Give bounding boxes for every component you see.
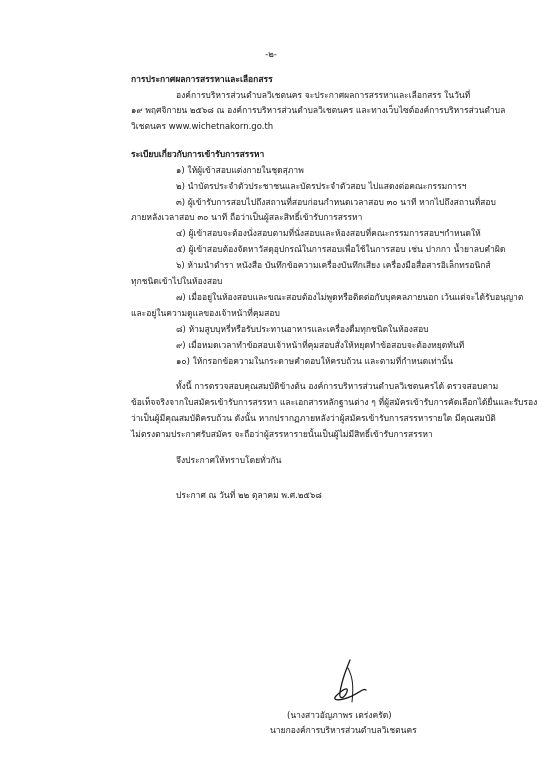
page-number: -๒- bbox=[265, 50, 277, 60]
paragraph-line: ข้อเท็จจริงจากใบสมัครเข้ารับการสรรหา และเอกสารหลักฐานต่าง ๆ ที่ผู้สมัครเข้ารับการคัดเลือกได้ยื่นและรับรอง bbox=[131, 398, 538, 408]
signature-image bbox=[322, 658, 372, 708]
section1-line: วิเชตนคร www.wichetnakorn.go.th bbox=[131, 122, 274, 132]
section1-line: ๑๙ พฤศจิกายน ๒๕๖๘ ณ องค์การบริหารส่วนตำบลวิเชตนคร และทางเว็บไซต์องค์การบริหารส่วนตำบล bbox=[131, 106, 506, 116]
rule-item: ๗) เมื่ออยู่ในห้องสอบและขณะสอบต้องไม่พูดหรือติดต่อกับบุคคลภายนอก เว้นแต่จะได้รับอนุญาต bbox=[176, 293, 524, 303]
announcement: จึงประกาศให้ทราบโดยทั่วกัน bbox=[176, 456, 282, 466]
rule-item-continued: ทุกชนิดเข้าไปในห้องสอบ bbox=[131, 277, 223, 287]
paragraph-line: ไม่ตรงตามประกาศรับสมัคร จะถือว่าผู้สรรหารายนั้นเป็นผู้ไม่มีสิทธิ์เข้ารับการสรรหา bbox=[131, 430, 433, 440]
section2-heading: ระเบียบเกี่ยวกับการเข้ารับการสรรหา bbox=[131, 150, 265, 160]
paragraph-line: ทั้งนี้ การตรวจสอบคุณสมบัติข้างต้น องค์การบริหารส่วนตำบลวิเชตนครได้ ตรวจสอบตาม bbox=[176, 382, 499, 392]
rule-item: ๒) นำบัตรประจำตัวประชาชนและบัตรประจำตัวสอบ ไปแสดงต่อคณะกรรมการฯ bbox=[176, 182, 467, 192]
rule-item: ๑๐) ให้กรอกข้อความในกระดาษคำตอบให้ครบถ้วน และตามที่กำหนดเท่านั้น bbox=[176, 357, 454, 367]
signer-title: นายกองค์การบริหารส่วนตำบลวิเชตนคร bbox=[270, 726, 417, 736]
rule-item: ๔) ผู้เข้าสอบจะต้องนั่งสอบตามที่นั่งสอบและห้องสอบที่คณะกรรมการสอบฯกำหนดให้ bbox=[176, 229, 481, 239]
rule-item: ๖) ห้ามนำตำรา หนังสือ บันทึกข้อความเครื่องบันทึกเสียง เครื่องมือสื่อสารอิเล็กทรอนิกส์ bbox=[176, 261, 491, 271]
rule-item: ๑) ให้ผู้เข้าสอบแต่งกายในชุดสุภาพ bbox=[176, 166, 304, 176]
rule-item: ๓) ผู้เข้ารับการสอบไปถึงสถานที่สอบก่อนกำหนดเวลาสอบ ๓๐ นาที หากไปถึงสถานที่สอบ bbox=[176, 198, 496, 208]
rule-item: ๕) ผู้เข้าสอบต้องจัดหาวัสดุอุปกรณ์ในการสอบเพื่อใช้ในการสอบ เช่น ปากกา น้ำยาลบคำผิด bbox=[176, 245, 506, 255]
signer-name: (นางสาวอัญภาพร เตร่งครัด) bbox=[287, 711, 392, 721]
section1-line: องค์การบริหารส่วนตำบลวิเชตนคร จะประกาศผลการสรรหาและเลือกสรร ในวันที่ bbox=[176, 91, 471, 101]
rule-item: ๘) ห้ามสูบบุหรี่หรือรับประทานอาหารและเครื่องดื่มทุกชนิดในห้องสอบ bbox=[176, 325, 429, 335]
rule-item: ๙) เมื่อหมดเวลาทำข้อสอบเจ้าหน้าที่คุมสอบสั่งให้หยุดทำข้อสอบจะต้องหยุดทันที bbox=[176, 341, 465, 351]
rule-item-continued: และอยู่ในความดูแลของเจ้าหน้าที่คุมสอบ bbox=[131, 309, 280, 319]
paragraph-line: ว่าเป็นผู้มีคุณสมบัติครบถ้วน ดังนั้น หากปรากฏภายหลังว่าผู้สมัครเข้ารับการสรรหารายใด มีคุณสมบัติ bbox=[131, 414, 496, 424]
section1-heading: การประกาศผลการสรรหาและเลือกสรร bbox=[131, 75, 273, 85]
rule-item-continued: ภายหลังเวลาสอบ ๓๐ นาที ถือว่าเป็นผู้สละสิทธิ์เข้ารับการสรรหา bbox=[131, 213, 363, 223]
date-line: ประกาศ ณ วันที่ ๒๒ ตุลาคม พ.ศ.๒๕๖๘ bbox=[176, 491, 322, 501]
